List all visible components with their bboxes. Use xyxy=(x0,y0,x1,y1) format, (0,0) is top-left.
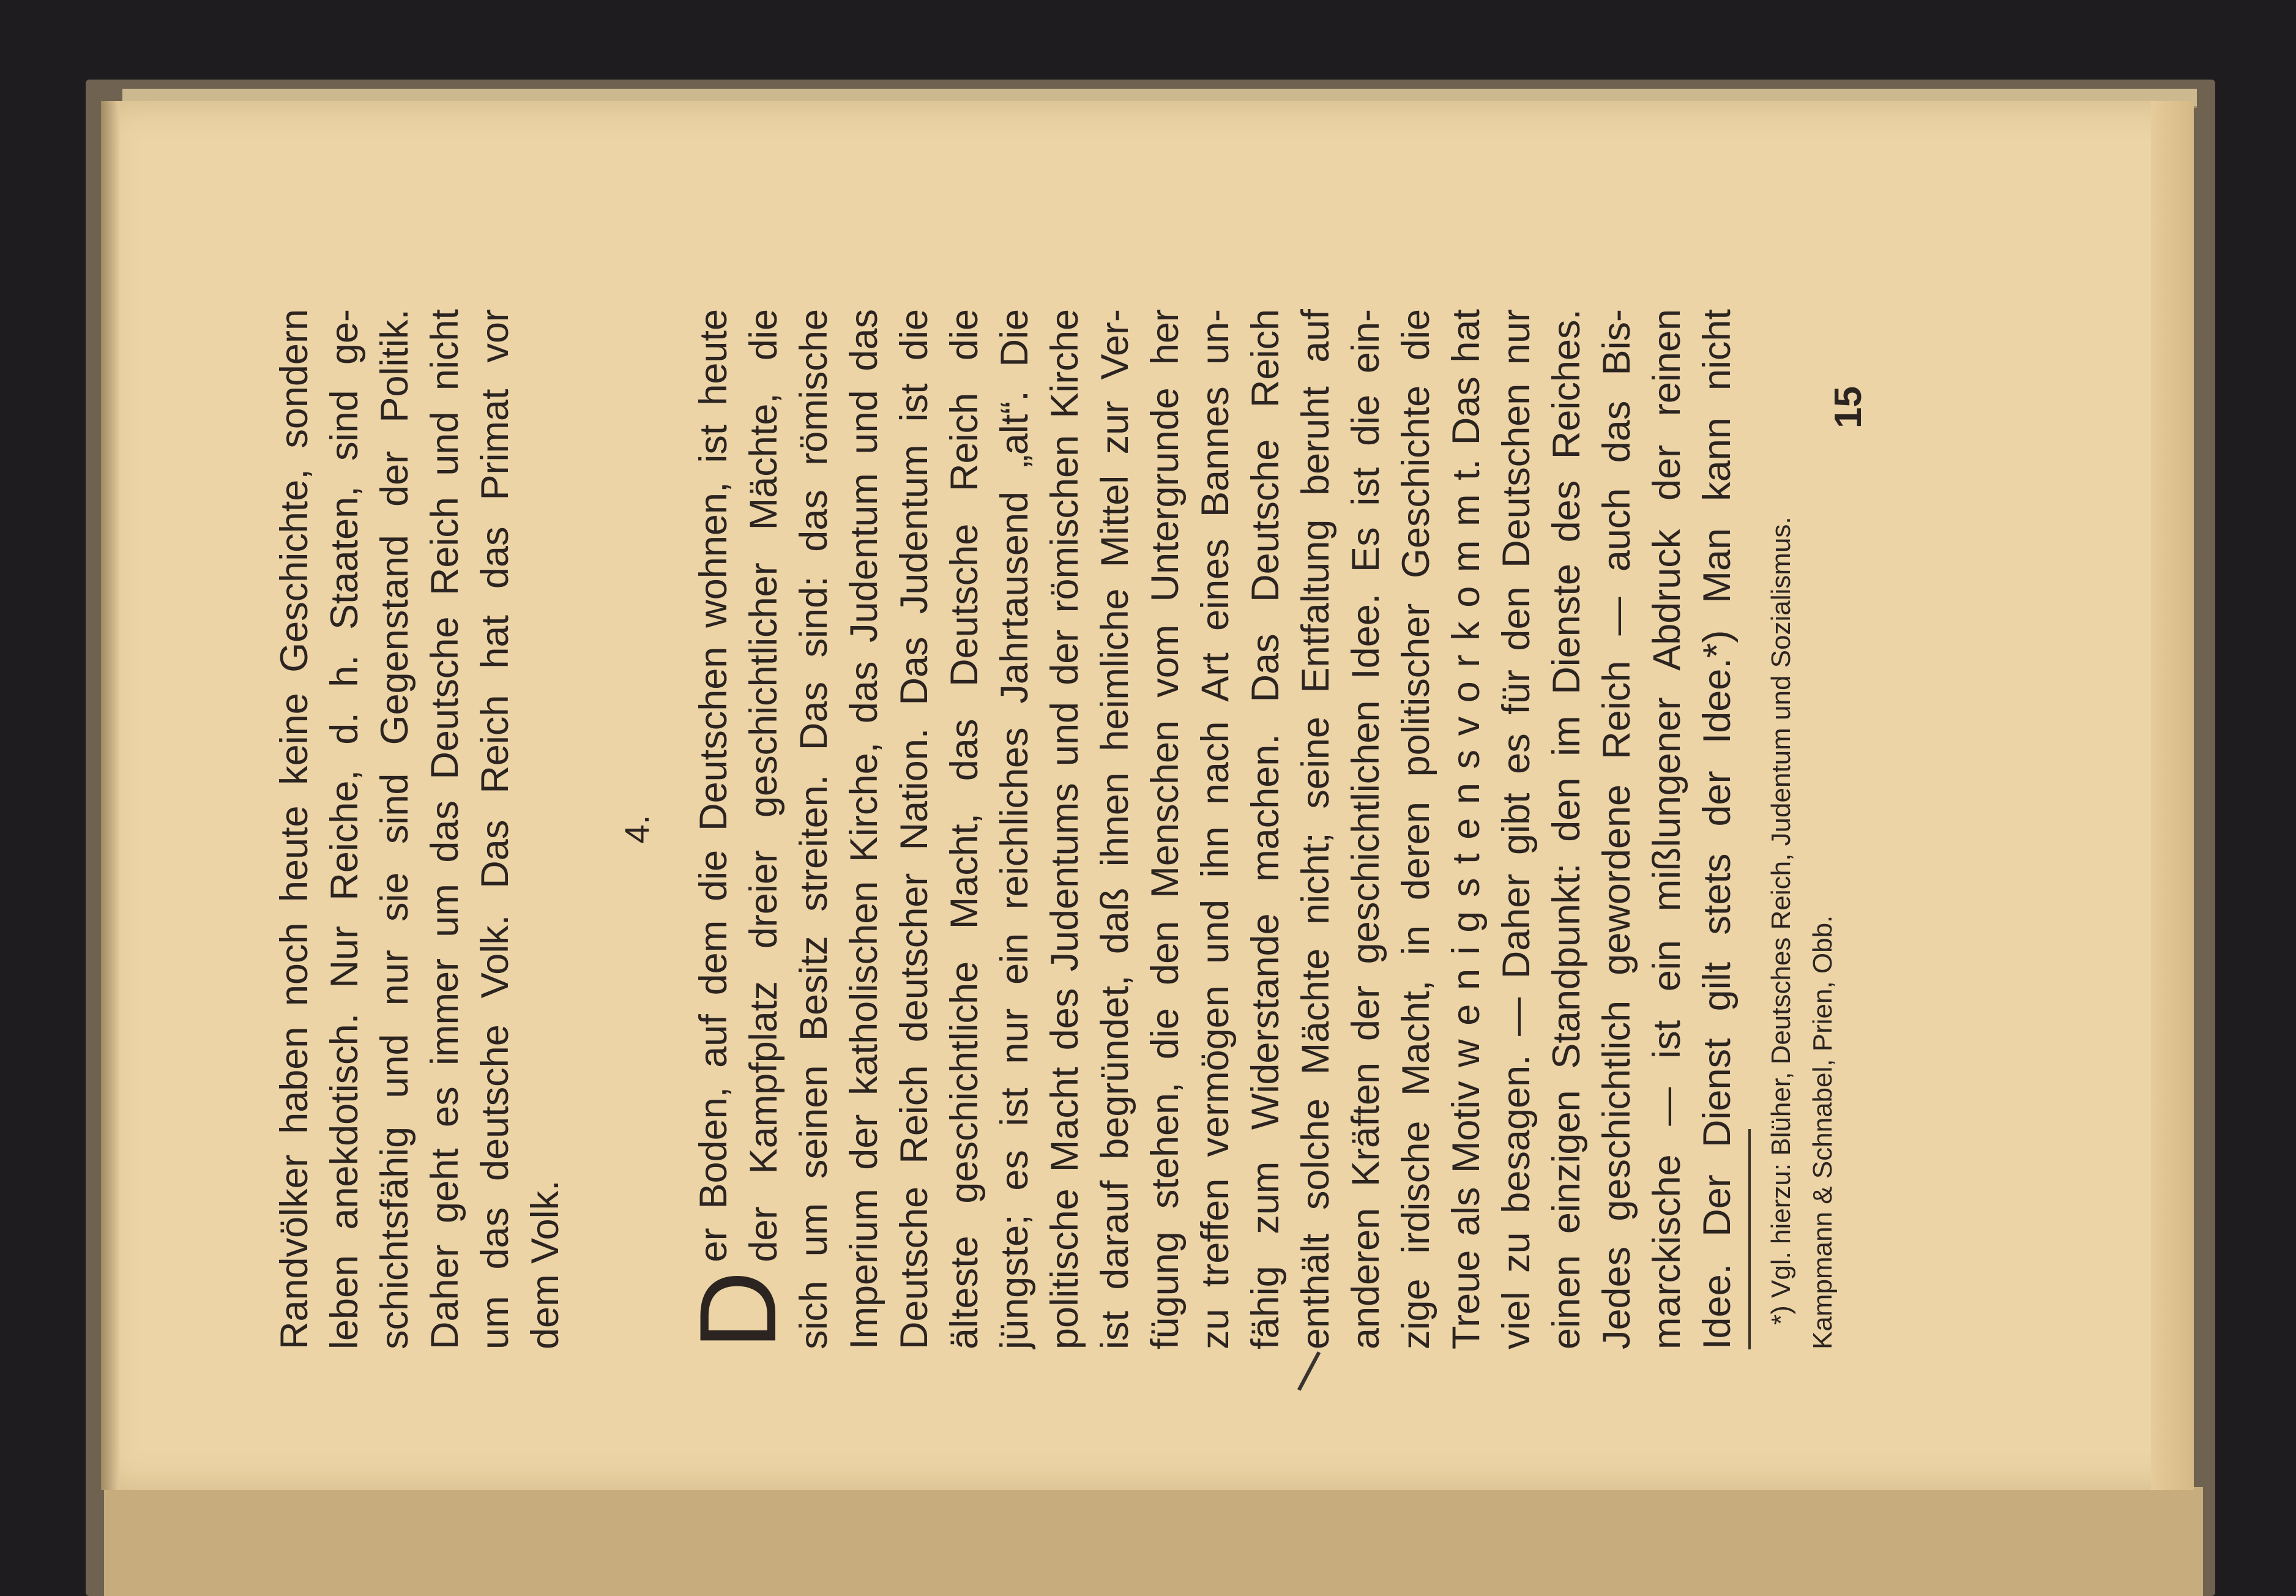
text-line: Idee. Der Dienst gilt stets der Idee.*) Man kann nicht xyxy=(1696,309,1739,1349)
text-line: fügung stehen, die den Menschen vom Untergrunde her xyxy=(1144,309,1187,1349)
text-line: der Kampfplatz dreier geschichtlicher Mächte, die xyxy=(742,309,785,1262)
text-line: um das deutsche Volk. Das Reich hat das Primat vor xyxy=(474,309,516,1349)
footnote xyxy=(1761,309,1844,1349)
footnote-line: *) Vgl. hierzu: Blüher, Deutsches Reich, Judentum und Sozialismus. xyxy=(1766,516,1796,1325)
text-line: anderen Kräften der geschichtlichen Idee. Es ist die ein- xyxy=(1344,309,1387,1349)
text-line: Treue als Motiv w e n i g s t e n s v o r k o m m t. Das hat xyxy=(1445,309,1488,1349)
text-line: einen einzigen Standpunkt: den im Dienste des Reiches. xyxy=(1545,309,1588,1349)
text-line: sich um seinen Besitz streiten. Das sind: das römische xyxy=(792,309,835,1349)
text-line: ist darauf begründet, daß ihnen heimliche Mittel zur Ver- xyxy=(1094,309,1136,1349)
text-line: Imperium der katholischen Kirche, das Judentum und das xyxy=(843,309,885,1349)
page-gutter xyxy=(101,101,119,1490)
text-line: Jedes geschichtlich gewordene Reich — auch das Bis- xyxy=(1595,309,1638,1349)
footnote-divider xyxy=(1748,1129,1751,1349)
paragraph-2 xyxy=(677,309,1742,1349)
text-line: Randvölker haben noch heute keine Geschichte, sondern xyxy=(273,309,316,1349)
text-line: leben anekdotisch. Nur Reiche, d. h. Staaten, sind ge- xyxy=(323,309,366,1349)
text-line: viel zu besagen. — Daher gibt es für den Deutschen nur xyxy=(1495,309,1538,1349)
page-number: 15 xyxy=(1827,386,1869,428)
text-line: marckische — ist ein mißlungener Abdruck der reinen xyxy=(1646,309,1688,1349)
text-line: Daher geht es immer um das Deutsche Reich und nicht xyxy=(423,309,466,1349)
page-fore-edge xyxy=(2151,101,2194,1490)
text-line: zige irdische Macht, in deren politischer Geschichte die xyxy=(1395,309,1437,1349)
text-line: dem Volk. xyxy=(524,1180,567,1349)
text-line: enthält solche Mächte nicht; seine Entfaltung beruht auf xyxy=(1294,309,1337,1349)
text-line: politische Macht des Judentums und der römischen Kirche xyxy=(1043,309,1086,1349)
text-line: fähig zum Widerstande machen. Das Deutsche Reich xyxy=(1244,309,1287,1349)
drop-cap: D xyxy=(677,1270,799,1349)
section-number: 4. xyxy=(617,815,656,844)
footnote-line: Kampmann & Schnabel, Prien, Obb. xyxy=(1808,915,1838,1349)
text-line: älteste geschichtliche Macht, das Deutsche Reich die xyxy=(943,309,986,1349)
text-line: jüngste; es ist nur ein reichliches Jahrtausend „alt“. Die xyxy=(993,309,1036,1349)
text-line: schichtsfähig und nur sie sind Gegenstand der Politik. xyxy=(373,309,416,1349)
page-stack-edge-bottom xyxy=(104,1487,2203,1596)
text-line: zu treffen vermögen und ihn nach Art eines Bannes un- xyxy=(1194,309,1237,1349)
page-text-block xyxy=(269,309,1873,1349)
paragraph-1 xyxy=(269,309,570,1349)
text-line: er Boden, auf dem die Deutschen wohnen, ist heute xyxy=(692,309,735,1262)
text-line: Deutsche Reich deutscher Nation. Das Judentum ist die xyxy=(893,309,936,1349)
